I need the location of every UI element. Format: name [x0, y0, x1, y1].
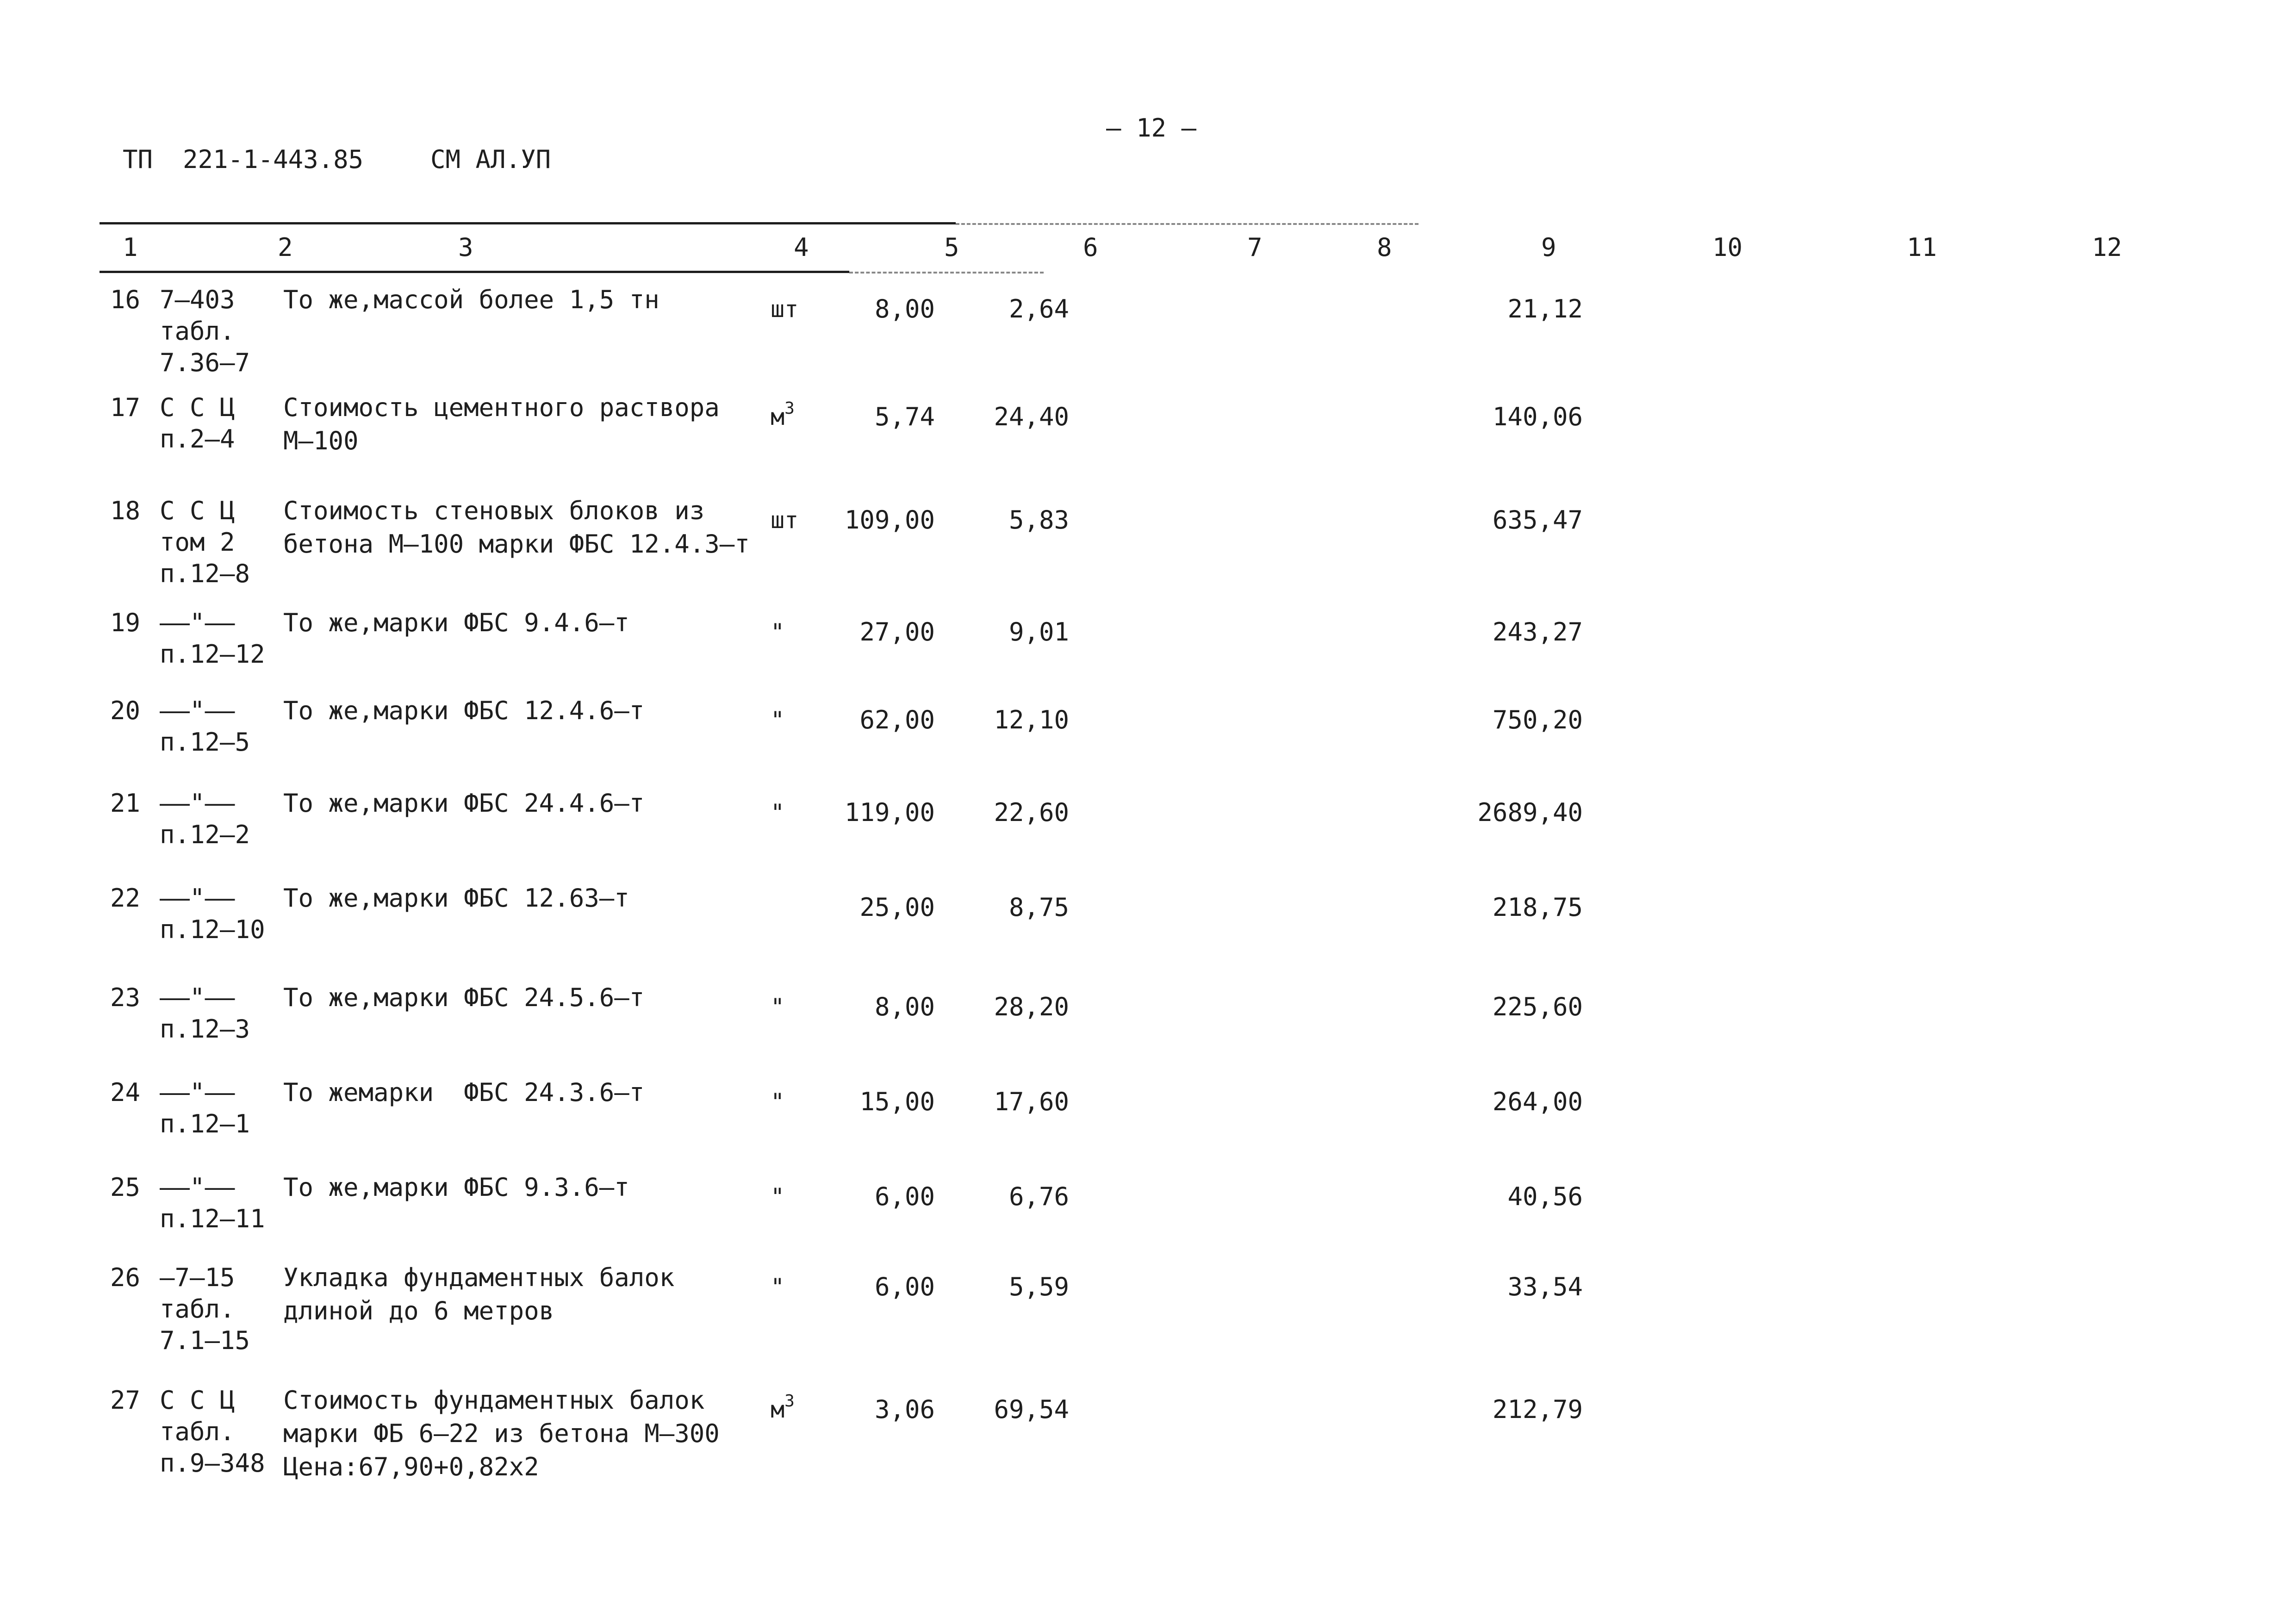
row-description: бетона М–100 марки ФБС 12.4.3–т — [283, 529, 750, 559]
row-reference: п.2–4 — [160, 424, 235, 454]
row-unit-price: 17,60 — [994, 1087, 1069, 1116]
row-total: 218,75 — [1492, 893, 1583, 922]
row-reference: 7.1–15 — [160, 1326, 250, 1355]
row-total: 212,79 — [1492, 1395, 1583, 1424]
row-number: 19 — [110, 608, 141, 637]
row-number: 18 — [110, 496, 141, 525]
row-number: 26 — [110, 1263, 141, 1292]
row-reference: табл. — [160, 1417, 235, 1446]
row-total: 243,27 — [1492, 617, 1583, 647]
row-description: марки ФБ 6–22 из бетона М–300 — [283, 1419, 720, 1448]
column-number-11: 11 — [1907, 233, 1937, 262]
row-description: То же,массой более 1,5 тн — [283, 285, 660, 314]
row-quantity: 15,00 — [859, 1087, 935, 1116]
column-number-10: 10 — [1712, 233, 1743, 262]
row-reference: 7.36–7 — [160, 348, 250, 377]
row-total: 21,12 — [1507, 294, 1583, 323]
row-unit-price: 8,75 — [1008, 893, 1069, 922]
row-number: 17 — [110, 393, 141, 422]
unit-exponent: 3 — [784, 1392, 795, 1411]
row-reference: п.12–2 — [160, 820, 250, 849]
row-total: 264,00 — [1492, 1087, 1583, 1116]
row-description: То же,марки ФБС 24.5.6–т — [283, 983, 645, 1012]
row-reference: табл. — [160, 1294, 235, 1324]
row-number: 22 — [110, 883, 141, 913]
row-quantity: 109,00 — [844, 505, 935, 535]
row-number: 27 — [110, 1386, 141, 1415]
row-unit: $м^3$ — [771, 399, 795, 430]
row-reference: С С Ц — [160, 393, 235, 422]
row-reference: ––"–– — [160, 789, 235, 818]
row-total: 33,54 — [1507, 1272, 1583, 1301]
row-description: То же,марки ФБС 12.63–т — [283, 883, 629, 913]
row-reference: ––"–– — [160, 983, 235, 1012]
row-unit: шт — [771, 507, 799, 534]
row-unit: " — [771, 1183, 785, 1210]
row-reference: табл. — [160, 317, 235, 346]
page-number: – 12 – — [1106, 113, 1197, 143]
row-number: 23 — [110, 983, 141, 1012]
row-quantity: 6,00 — [874, 1272, 935, 1301]
column-number-8: 8 — [1377, 233, 1392, 262]
row-reference: п.12–8 — [160, 559, 250, 588]
row-unit-price: 5,59 — [1008, 1272, 1069, 1301]
row-quantity: 119,00 — [844, 798, 935, 827]
row-reference: 7–403 — [160, 285, 235, 314]
column-number-12: 12 — [2092, 233, 2122, 262]
row-total: 750,20 — [1492, 705, 1583, 734]
row-description: Укладка фундаментных балок — [283, 1263, 675, 1292]
row-reference: ––"–– — [160, 1078, 235, 1107]
column-number-9: 9 — [1541, 233, 1556, 262]
row-unit-price: 22,60 — [994, 798, 1069, 827]
row-description: Цена:67,90+0,82х2 — [283, 1452, 539, 1481]
row-reference: ––"–– — [160, 608, 235, 637]
row-reference: п.12–10 — [160, 915, 265, 944]
row-number: 20 — [110, 696, 141, 725]
column-number-3: 3 — [458, 233, 473, 262]
row-unit-price: 6,76 — [1008, 1182, 1069, 1211]
row-description: То же,марки ФБС 9.3.6–т — [283, 1173, 629, 1202]
row-description: Стоимость цементного раствора — [283, 393, 720, 422]
header-bottom-rule-dashed — [849, 272, 1044, 274]
row-total: 40,56 — [1507, 1182, 1583, 1211]
row-description: Стоимость стеновых блоков из — [283, 496, 705, 525]
column-number-6: 6 — [1083, 233, 1098, 262]
row-quantity: 62,00 — [859, 705, 935, 734]
row-reference: п.12–1 — [160, 1109, 250, 1138]
row-total: 2689,40 — [1477, 798, 1583, 827]
row-unit: " — [771, 799, 785, 826]
row-quantity: 8,00 — [874, 992, 935, 1021]
row-reference: –7–15 — [160, 1263, 235, 1292]
row-unit: $м^3$ — [771, 1392, 795, 1423]
row-unit: " — [771, 619, 785, 646]
row-description: То же,марки ФБС 24.4.6–т — [283, 789, 645, 818]
column-number-1: 1 — [123, 233, 138, 262]
row-quantity: 8,00 — [874, 294, 935, 323]
row-quantity: 3,06 — [874, 1395, 935, 1424]
row-description: Стоимость фундаментных балок — [283, 1386, 705, 1415]
row-reference: п.12–5 — [160, 728, 250, 757]
header-top-rule-dashed — [956, 223, 1419, 225]
row-number: 24 — [110, 1078, 141, 1107]
row-description: М–100 — [283, 426, 359, 455]
document-code: ТП 221-1-443.85 — [123, 145, 364, 174]
row-reference: ––"–– — [160, 1173, 235, 1202]
row-unit: " — [771, 994, 785, 1020]
row-total: 140,06 — [1492, 402, 1583, 431]
row-quantity: 25,00 — [859, 893, 935, 922]
row-total: 225,60 — [1492, 992, 1583, 1021]
row-reference: п.12–11 — [160, 1204, 265, 1233]
column-number-2: 2 — [278, 233, 293, 262]
row-unit-price: 5,83 — [1008, 505, 1069, 535]
row-unit: " — [771, 707, 785, 734]
row-unit-price: 2,64 — [1008, 294, 1069, 323]
row-reference: п.12–3 — [160, 1014, 250, 1044]
row-description: длиной до 6 метров — [283, 1296, 554, 1325]
row-total: 635,47 — [1492, 505, 1583, 535]
row-unit-price: 24,40 — [994, 402, 1069, 431]
row-reference: С С Ц — [160, 1386, 235, 1415]
row-unit-price: 12,10 — [994, 705, 1069, 734]
row-unit: " — [771, 1088, 785, 1115]
row-quantity: 5,74 — [874, 402, 935, 431]
document-series: СМ АЛ.УП — [430, 145, 551, 174]
column-number-4: 4 — [794, 233, 809, 262]
row-reference: С С Ц — [160, 496, 235, 525]
row-number: 16 — [110, 285, 141, 314]
row-reference: том 2 — [160, 528, 235, 557]
row-description: То же,марки ФБС 9.4.6–т — [283, 608, 629, 637]
row-reference: ––"–– — [160, 883, 235, 913]
unit-exponent: 3 — [784, 399, 795, 418]
header-bottom-rule — [100, 271, 849, 273]
row-unit: шт — [771, 296, 799, 323]
row-description: То жемарки ФБС 24.3.6–т — [283, 1078, 645, 1107]
column-number-7: 7 — [1247, 233, 1263, 262]
column-number-5: 5 — [944, 233, 959, 262]
row-quantity: 27,00 — [859, 617, 935, 647]
row-reference: ––"–– — [160, 696, 235, 725]
row-number: 21 — [110, 789, 141, 818]
row-unit: " — [771, 1274, 785, 1300]
header-top-rule — [100, 222, 956, 224]
row-unit-price: 9,01 — [1008, 617, 1069, 647]
row-description: То же,марки ФБС 12.4.6–т — [283, 696, 645, 725]
row-reference: п.9–348 — [160, 1449, 265, 1478]
row-quantity: 6,00 — [874, 1182, 935, 1211]
row-unit-price: 69,54 — [994, 1395, 1069, 1424]
row-reference: п.12–12 — [160, 640, 265, 669]
row-unit-price: 28,20 — [994, 992, 1069, 1021]
row-number: 25 — [110, 1173, 141, 1202]
